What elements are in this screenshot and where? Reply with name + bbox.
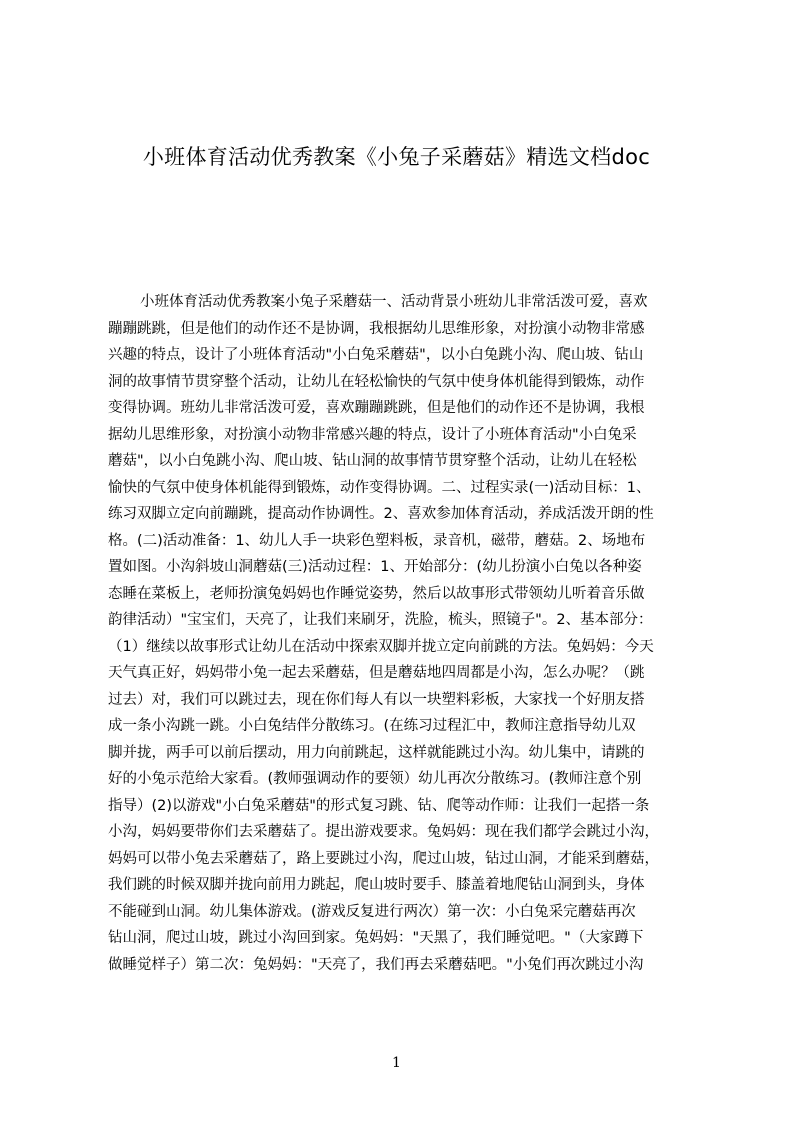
paragraph-line: 做睡觉样子）第二次：兔妈妈："天亮了，我们再去采蘑菇吧。"小兔们再次跳过小沟 [108, 956, 644, 973]
paragraph-line: 好的小兔示范给大家看。(教师强调动作的要领）幼儿再次分散练习。(教师注意个别 [108, 771, 642, 787]
paragraph-line: 格。(二)活动准备：1、幼儿人手一块彩色塑料板，录音机，磁带，蘑菇。2、场地布 [108, 532, 646, 549]
paragraph-line: 洞的故事情节贯穿整个活动，让幼儿在轻松愉快的气氛中使身体机能得到锻炼，动作 [108, 373, 645, 390]
document-title: 小班体育活动优秀教案《小兔子采蘑菇》精选文档doc [142, 145, 651, 169]
paragraph-line: 脚并拢，两手可以前后摆动，用力向前跳起，这样就能跳过小沟。幼儿集中，请跳的 [108, 744, 645, 761]
paragraph-line: 我们跳的时候双脚并拢向前用力跳起，爬山坡时要手、膝盖着地爬钻山洞到头，身体 [108, 877, 645, 893]
paragraph-line: 蘑菇"，以小白兔跳小沟、爬山坡、钻山洞的故事情节贯穿整个活动，让幼儿在轻松 [108, 453, 637, 469]
paragraph-line: 练习双脚立定向前蹦跳，提高动作协调性。2、喜欢参加体育活动，养成活泼开朗的性 [108, 506, 654, 522]
paragraph-line: （1）继续以故事形式让幼儿在活动中探索双脚并拢立定向前跳的方法。兔妈妈：今天 [108, 638, 654, 655]
paragraph-line: 愉快的气氛中使身体机能得到锻炼，动作变得协调。二、过程实录(一)活动目标：1、 [108, 479, 651, 496]
paragraph-line: 钻山洞，爬过山坡，跳过小沟回到家。兔妈妈："天黑了，我们睡觉吧。"（大家蹲下 [108, 930, 644, 946]
paragraph-line: 置如图。小沟斜坡山洞蘑菇(三)活动过程：1、开始部分：(幼儿扮演小白兔以各种姿 [108, 559, 642, 575]
paragraph-line: 成一条小沟跳一跳。小白兔结伴分散练习。(在练习过程汇中，教师注意指导幼儿双 [108, 718, 636, 734]
paragraph-line: 态睡在菜板上，老师扮演兔妈妈也作睡觉姿势，然后以故事形式带领幼儿听着音乐做 [108, 585, 645, 602]
paragraph-line: 兴趣的特点，设计了小班体育活动"小白兔采蘑菇"，以小白兔跳小沟、爬山坡、钻山 [108, 347, 644, 363]
document-body [108, 289, 697, 978]
paragraph-line: 小沟，妈妈要带你们去采蘑菇了。提出游戏要求。兔妈妈：现在我们都学会跳过小沟， [108, 824, 659, 840]
paragraph-line: 天气真正好，妈妈带小兔一起去采蘑菇，但是蘑菇地四周都是小沟，怎么办呢？（跳 [108, 665, 645, 681]
paragraph-line: 蹦蹦跳跳，但是他们的动作还不是协调，我根据幼儿思维形象，对扮演小动物非常感 [108, 320, 645, 337]
paragraph-line: 小班体育活动优秀教案小兔子采蘑菇一、活动背景小班幼儿非常活泼可爱，喜欢 [140, 294, 648, 310]
paragraph-line: 指导）(2)以游戏"小白兔采蘑菇"的形式复习跳、钻、爬等动作师：让我们一起搭一条 [108, 797, 650, 814]
paragraph-line: 韵律活动）"宝宝们，天亮了，让我们来刷牙，洗脸，梳头，照镜子"。2、基本部分： [108, 612, 653, 628]
page-number: 1 [392, 1055, 401, 1071]
paragraph-line: 不能碰到山洞。幼儿集体游戏。(游戏反复进行两次）第一次：小白兔采完蘑菇再次 [108, 903, 636, 920]
paragraph-line: 过去）对，我们可以跳过去，现在你们每人有以一块塑料彩板，大家找一个好朋友搭 [108, 691, 645, 708]
paragraph-line: 妈妈可以带小兔去采蘑菇了，路上要跳过小沟，爬过山坡，钻过山洞，才能采到蘑菇， [108, 850, 659, 867]
paragraph-line: 据幼儿思维形象，对扮演小动物非常感兴趣的特点，设计了小班体育活动"小白兔采 [108, 426, 637, 443]
paragraph-line: 变得协调。班幼儿非常活泼可爱，喜欢蹦蹦跳跳，但是他们的动作还不是协调，我根 [108, 400, 645, 416]
